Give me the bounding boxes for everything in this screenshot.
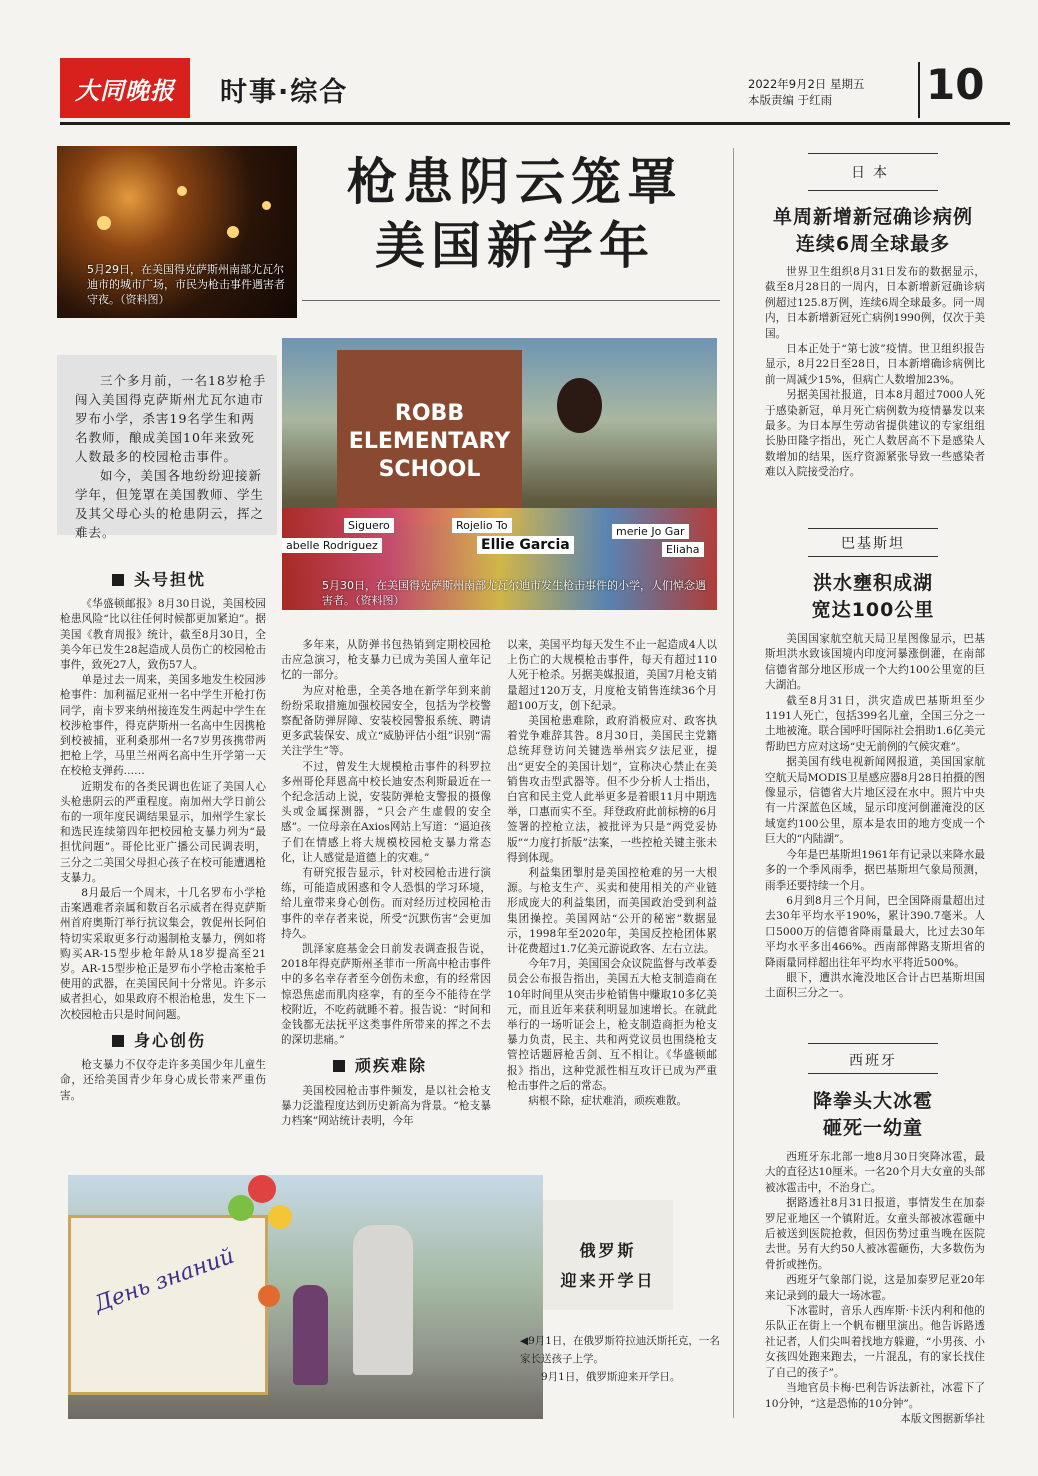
article-paragraph: 西班牙东北部一地8月30日突降冰雹，最大的直径达10厘米。一名20个月大女童的头部被冰雹击中，不治身亡。 <box>765 1151 985 1194</box>
article-paragraph: 以来，美国平均每天发生不止一起造成4人以上伤亡的大规模枪击事件，每天有超过110人死于枪杀。另据美媒报道，美国7月枪支销量超过120万支，月度枪支销售连续36个月超100万支，创下纪录。 <box>507 639 717 712</box>
intro-box <box>57 355 277 540</box>
caption-line: ◀9月1日，在俄罗斯符拉迪沃斯托克，一名家长送孩子上学。 <box>520 1335 720 1365</box>
sign-text: SCHOOL <box>378 457 481 482</box>
article-paragraph: 美国校园枪击事件频发，是以社会枪支暴力泛滥程度达到历史新高为背景。“枪支暴力档案”网站统计表明，今年 <box>281 1084 491 1128</box>
intro-paragraph: 三个多月前，一名18岁枪手闯入美国得克萨斯州尤瓦尔迪市罗布小学，杀害19名学生和两名教师，酿成美国10年来致死人数最多的校园枪击事件。 <box>75 373 267 464</box>
header-rule <box>60 122 1010 125</box>
page-editor: 本版责编 于红雨 <box>748 93 833 107</box>
article-paragraph: 病根不除，症状难消，顽疾难散。 <box>528 1095 688 1108</box>
child-figure <box>293 1285 328 1385</box>
article-paragraph: 有研究报告显示，针对校园枪击进行演练，可能造成困惑和令人恐惧的学习环境，给儿童带来身心创伤。而对经历过校园枪击事件的幸存者来说，所受“沉默伤害”会更加持久。 <box>281 867 491 940</box>
page-number: 10 <box>926 60 985 109</box>
balloon <box>248 1175 276 1203</box>
article-paragraph: 日本正处于“第七波”疫情。世卫组织报告显示，8月22日至28日，日本新增确诊病例比前一周减少15%，但病亡人数增加23%。 <box>765 343 985 386</box>
subheading: 顽疾难除 <box>333 1058 491 1073</box>
main-headline-line1: 枪患阴云笼罩 <box>347 153 683 211</box>
article-column-3 <box>507 638 717 1109</box>
photo-credit: 本版文图据新华社 <box>900 1412 985 1425</box>
country-rule <box>808 1073 938 1074</box>
country-rule <box>808 153 938 154</box>
school-day-photo <box>68 1175 543 1419</box>
article-paragraph: 今年7月，美国国会众议院监督与改革委员会公布报告指出，美国五大枪支制造商在10年时间里从突击步枪销售中赚取10多亿美元，而且近年来获利明显加速增长。在就此举行的一场听证会上，枪支制造商拒为枪支暴力负责，民主、共和两党议员也围绕枪支管控话题唇枪舌剑、互不相让。《华盛顿邮报》指出，这种党派性相互攻讦已成为严重枪击事件之后的常态。 <box>507 958 717 1092</box>
candle-glow <box>227 226 239 238</box>
sidebar-article-spain <box>765 1150 985 1427</box>
main-headline <box>320 150 710 278</box>
subheading: 身心创伤 <box>112 1033 266 1048</box>
school-sign <box>337 350 522 525</box>
article-paragraph: 下冰雹时，音乐人西库斯·卡沃内利和他的乐队正在街上一个帆布棚里演出。他告诉路透社记者，人们尖叫着找地方躲避，“小男孩、小女孩四处跑来跑去，一片混乱，有的家长找住了自己的孩子”。 <box>765 1305 985 1379</box>
sidebar-headline: 洪水壅积成湖 宽达100公里 <box>811 572 935 621</box>
article-paragraph: 世界卫生组织8月31日发布的数据显示，截至8月28日的一周内，日本新增新冠确诊病例超过125.8万例，连续6周全球最多。同一周内，日本新增新冠死亡病例1990例，仅次于美国。 <box>765 266 985 340</box>
sidebar-article-pakistan <box>765 632 985 1002</box>
country-label: 日本 <box>851 165 895 181</box>
article-paragraph: 8月最后一个周末，十几名罗布小学枪击案遇难者亲属和数百名示威者在得克萨斯州首府奥斯汀举行抗议集会，敦促州长阿伯特切实采取更多行动遏制枪支暴力，例如将购买AR-15型步枪年龄从18岁提高至21岁。AR-15型步枪正是罗布小学枪击案枪手使用的武器，在美国民间十分常见。许多示威者担心，如果政府不根治枪患，发生下一次校园枪击只是时间问题。 <box>60 887 266 1021</box>
article-paragraph: 据路透社8月31日报道，事情发生在加泰罗尼亚地区一个镇附近。女童头部被冰雹砸中后被送到医院抢救，但因伤势过重当晚在医院去世。另有大约50人被冰雹砸伤，大多数伤为骨折或挫伤。 <box>765 1197 985 1271</box>
country-rule <box>808 1043 938 1044</box>
article-paragraph: 利益集团掣肘是美国控枪难的另一大根源。与枪支生产、买卖和使用相关的产业链形成庞大的利益集团，而美国政治受到利益集团操控。美国网站“公开的秘密”数据显示，1998年至2020年，美国反控枪团体累计花费超过1.7亿美元游说政客、左右立法。 <box>507 867 717 956</box>
subheading: 头号担忧 <box>112 572 266 587</box>
article-paragraph: 枪支暴力不仅夺走许多美国少年儿童生命，还给美国青少年身心成长带来严重伤害。 <box>60 1059 266 1102</box>
name-card: Eliaha <box>662 542 704 557</box>
sidebar-divider <box>733 148 734 1418</box>
article-paragraph: 凯泽家庭基金会日前发表调查报告说，2018年得克萨斯州圣菲市一所高中枪击事件中的多名幸存者至今创伤未愈，有的经常因惊恐焦虑而肌肉痉挛，有的至今不能待在学校附近，不吃药就睡不着。报告说：“时间和金钱都无法抚平这类事件所带来的挥之不去的深切悲痛。” <box>281 943 491 1047</box>
article-paragraph: 今年是巴基斯坦1961年有记录以来降水最多的一个季风雨季，据巴基斯坦气象局预测，雨季还要持续一个月。 <box>765 848 985 892</box>
article-paragraph: 眼下，遭洪水淹没地区合计占巴基斯坦国土面积三分之一。 <box>765 971 985 1000</box>
balloon <box>258 1285 280 1307</box>
article-paragraph: 另据美国社报道，日本8月超过7000人死于感染新冠，单月死亡病例数为疫情暴发以来最多。为日本厚生劳动省提供建议的专家组组长胁田隆字指出，死亡人数居高不下是感染人数增加的结果，医疗资源紧张导致一些感染者难以入院接受治疗。 <box>765 389 985 479</box>
vigil-photo <box>57 146 297 318</box>
victim-portrait <box>557 378 602 433</box>
memorial-photo-caption: 5月30日，在美国得克萨斯州南部尤瓦尔迪市发生枪击事件的小学，人们悼念遇害者。（资料图） <box>322 579 706 607</box>
name-card: Siguero <box>344 518 394 533</box>
balloon <box>268 1205 292 1229</box>
intro-paragraph: 如今，美国各地纷纷迎接新学年，但笼罩在美国教师、学生及其父母心头的枪患阴云，挥之难去。 <box>75 468 265 540</box>
article-paragraph: 为应对枪患，全美各地在新学年到来前纷纷采取措施加强校园安全，包括为学校警察配备防弹屏障、安装校园警报系统、聘请更多武装保安、成立“威胁评估小组”识别“需关注学生”等。 <box>281 684 491 758</box>
article-paragraph: 美国国家航空航天局卫星图像显示，巴基斯坦洪水致该国境内印度河暴涨倒灌，在南部信德省部分地区形成一个大约100公里宽的巨大湖泊。 <box>765 633 985 692</box>
article-paragraph: 多年来，从防弹书包热销到定期校园枪击应急演习，枪支暴力已成为美国人童年记忆的一部分。 <box>281 639 491 682</box>
issue-date: 2022年9月2日 星期五 <box>748 77 865 91</box>
russia-title: 俄罗斯 迎来开学日 <box>560 1241 656 1290</box>
article-paragraph: 美国枪患难除，政府消极应对、政客执着党争难辞其咎。8月30日，美国民主党籍总统拜登访问关键选举州宾夕法尼亚，提出“更安全的美国计划”，宣称决心禁止在美销售攻击型武器等。但不少分析人士指出，白宫和民主党人此举更多是着眼11月中期选举，口惠而实不至。拜登政府此前标榜的6月签署的控枪立法，被批评为只是“两党妥协版”“力度打折版”法案，一些控枪关键主张未得到体现。 <box>507 715 717 864</box>
name-card: abelle Rodriguez <box>282 538 382 553</box>
country-rule <box>808 556 938 557</box>
article-paragraph: 西班牙气象部门说，这是加泰罗尼亚20年来记录到的最大一场冰雹。 <box>765 1274 985 1302</box>
article-paragraph: 截至8月31日，洪灾造成巴基斯坦至少1191人死亡，包括399名儿童，全国三分之一土地被淹。联合国呼吁国际社会捐助1.6亿美元帮助巴方应对这场“史无前例的气候灾难”。 <box>765 694 985 753</box>
article-column-1 <box>60 570 266 1104</box>
headline-rule <box>302 300 720 301</box>
article-paragraph: 单是过去一周来，美国多地发生校园涉枪事件：加利福尼亚州一名中学生开枪打伤同学，南卡罗来纳州接连发生两起中学生在校涉枪事件，得克萨斯州一名高中生因携枪到校被捕，亚利桑那州一名7岁男孩携带两把枪上学，马里兰州两名高中生开学第一天在校枪支弹药…… <box>60 674 266 778</box>
candle-glow <box>262 201 271 210</box>
header-divider <box>918 62 920 118</box>
name-card: Ellie Garcia <box>477 536 574 554</box>
vigil-photo-caption: 5月29日，在美国得克萨斯州南部尤瓦尔迪市的城市广场，市民为枪击事件遇害者守夜。（资料图） <box>87 263 285 306</box>
sign-text: ELEMENTARY <box>348 429 511 454</box>
article-paragraph: 《华盛顿邮报》8月30日说，美国校园枪患风险“比以往任何时候都更加紧迫”。据美国《教育周报》统计，截至8月30日，全美今年已发生28起造成人员伤亡的校园枪击事件，致死27人，致伤57人。 <box>60 598 266 672</box>
caption-line: 9月1日，俄罗斯迎来开学日。 <box>541 1371 681 1383</box>
article-paragraph: 据美国有线电视新闻网报道，美国国家航空航天局MODIS卫星感应器8月28日拍摄的图像显示，信德省大片地区浸在水中。照片中央有一片深蓝色区域，显示印度河倒灌淹没的区域宽约100公里，原本是农田的地方变成一个巨大的“内陆湖”。 <box>765 756 985 846</box>
memorial-photo <box>282 338 717 610</box>
school-board <box>68 1215 268 1395</box>
name-card: Rojelio To <box>452 518 512 533</box>
article-column-2 <box>281 638 491 1129</box>
sidebar-headline: 单周新增新冠确诊病例 连续6周全球最多 <box>772 206 973 255</box>
candle-glow <box>177 186 187 196</box>
sidebar-headline: 降拳头大冰雹 砸死一幼童 <box>812 1090 933 1139</box>
mother-figure <box>353 1225 413 1375</box>
balloon <box>228 1195 254 1221</box>
candle-glow <box>97 216 111 230</box>
sign-text: ROBB <box>394 401 465 426</box>
russia-caption <box>520 1332 720 1386</box>
country-label: 巴基斯坦 <box>841 536 905 552</box>
country-label: 西班牙 <box>849 1053 897 1069</box>
sidebar-article-japan <box>765 265 985 481</box>
country-rule <box>808 190 938 191</box>
board-text: День знаний <box>91 1243 238 1318</box>
article-paragraph: 近期发布的各类民调也佐证了美国人心头枪患阴云的严重程度。南加州大学日前公布的一项年度民调结果显示，加州学生家长和选民连续第四年把校园枪支暴力列为“最担忧问题”。哥伦比亚广播公司民调表明，三分之二美国父母担心孩子在校可能遭遇枪支暴力。 <box>60 780 266 884</box>
name-card: merie Jo Gar <box>612 524 689 539</box>
newspaper-logo: 大同晚报 <box>60 58 190 118</box>
article-paragraph: 不过，曾发生大规模枪击事件的科罗拉多州哥伦拜恩高中校长迪安杰利斯最近在一个纪念活动上说，安装防弹枪支警报的摄像头或金属探测器，“只会产生虚假的安全感”。一位母亲在Axios网站上写道：“逼迫孩子们在情感上将大规模校园枪支暴力常态化，让人感觉是道德上的灾难。” <box>281 760 491 864</box>
section-title: 时事·综合 <box>220 77 349 108</box>
article-paragraph: 6月到8月三个月间，巴全国降雨量超出过去30年平均水平190%，累计390.7毫米。人口5000万的信德省降雨量最大，比过去30年平均水平多出466%。西南部俾路支斯坦省的降雨量同样超出往年平均水平将近500%。 <box>765 894 985 969</box>
article-paragraph: 当地官员卡梅·巴利告诉法新社，冰雹下了10分钟，“这是恐怖的10分钟”。 <box>765 1382 985 1410</box>
main-headline-line2: 美国新学年 <box>375 217 655 275</box>
country-rule <box>808 528 938 529</box>
